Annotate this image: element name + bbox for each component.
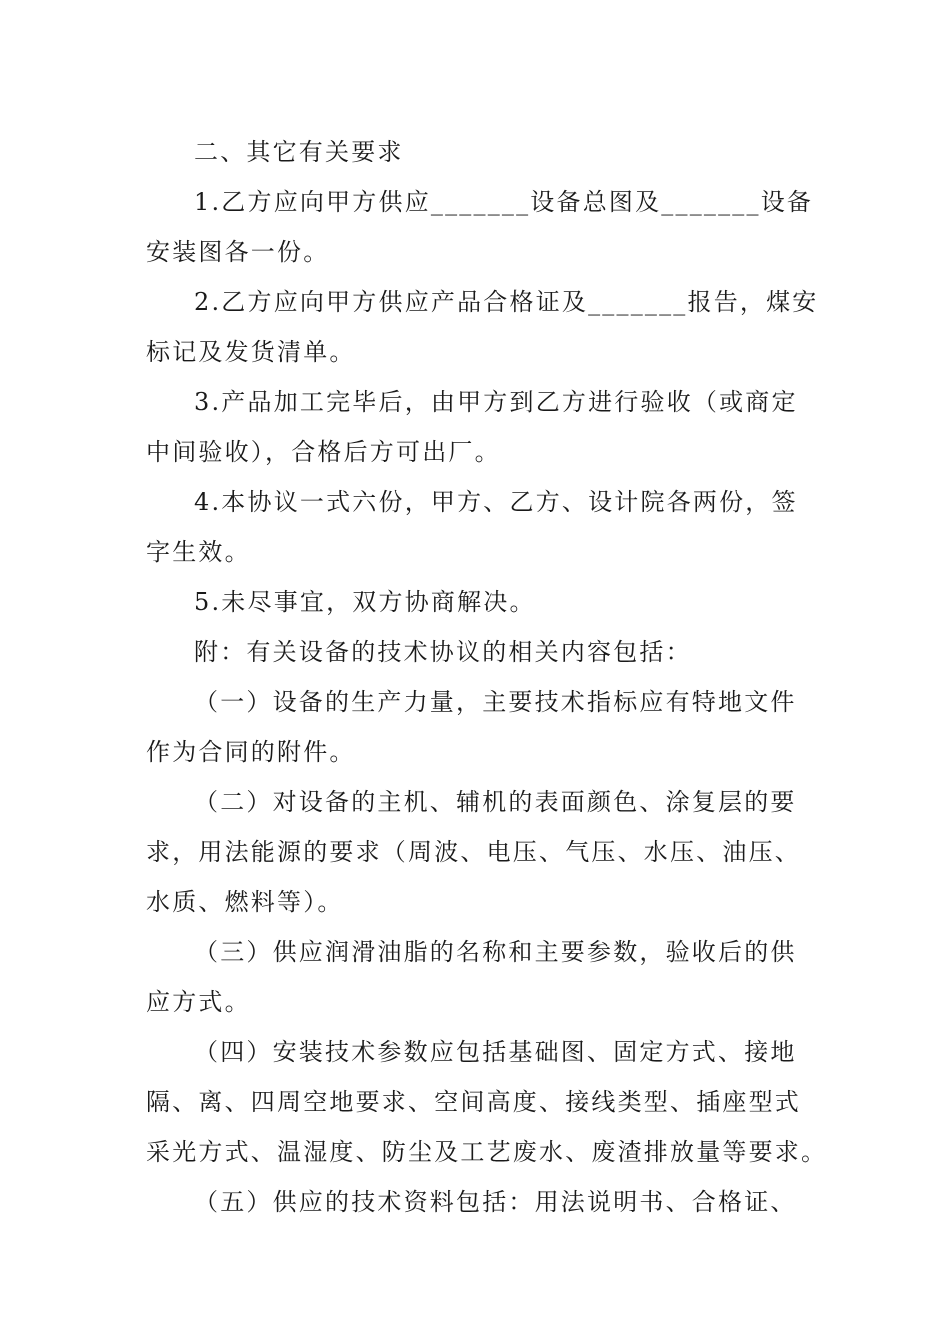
appendix-item-2-line-2: 求，用法能源的要求（周波、电压、气压、水压、油压、 — [146, 838, 801, 866]
requirement-item-5 — [146, 577, 806, 627]
appendix-item-4-line-3: 采光方式、温湿度、防尘及工艺废水、废渣排放量等要求。 — [146, 1138, 828, 1166]
appendix-intro — [146, 627, 806, 677]
appendix-item-2 — [146, 777, 806, 927]
requirement-item-1-line-1: 1.乙方应向甲方供应_______设备总图及_______设备 — [194, 188, 814, 216]
appendix-item-5-line-1: （五）供应的技术资料包括：用法说明书、合格证、 — [194, 1188, 797, 1216]
requirement-item-5-line-1: 5.未尽事宜，双方协商解决。 — [194, 588, 536, 616]
appendix-item-4-line-1: （四）安装技术参数应包括基础图、固定方式、接地 — [194, 1038, 797, 1066]
requirement-item-2-line-2: 标记及发货清单。 — [146, 338, 356, 366]
requirement-item-3 — [146, 377, 806, 477]
requirement-item-4 — [146, 477, 806, 577]
requirement-item-2 — [146, 277, 819, 377]
requirement-item-4-line-2: 字生效。 — [146, 538, 251, 566]
appendix-item-1-line-2: 作为合同的附件。 — [146, 738, 356, 766]
appendix-item-2-line-3: 水质、燃料等）。 — [146, 888, 344, 916]
appendix-item-3 — [146, 927, 806, 1027]
requirement-item-1-line-2: 安装图各一份。 — [146, 238, 330, 266]
appendix-item-3-line-1: （三）供应润滑油脂的名称和主要参数，验收后的供 — [194, 938, 797, 966]
appendix-item-4-line-2: 隔、离、四周空地要求、空间高度、接线类型、插座型式 — [146, 1088, 801, 1116]
appendix-item-5 — [146, 1177, 806, 1227]
requirement-item-3-line-2: 中间验收），合格后方可出厂。 — [146, 438, 501, 466]
requirement-item-2-line-1: 2.乙方应向甲方供应产品合格证及_______报告，煤安 — [194, 288, 819, 316]
requirement-item-3-line-1: 3.产品加工完毕后，由甲方到乙方进行验收（或商定 — [194, 388, 798, 416]
appendix-item-1 — [146, 677, 806, 777]
appendix-item-1-line-1: （一）设备的生产力量，主要技术指标应有特地文件 — [194, 688, 797, 716]
section-heading — [146, 127, 806, 177]
appendix-item-4 — [146, 1027, 828, 1177]
section-heading-text: 二、其它有关要求 — [194, 138, 404, 166]
requirement-item-4-line-1: 4.本协议一式六份，甲方、乙方、设计院各两份，签 — [194, 488, 798, 516]
document-body — [146, 127, 828, 1227]
appendix-item-2-line-1: （二）对设备的主机、辅机的表面颜色、涂复层的要 — [194, 788, 797, 816]
requirement-item-1 — [146, 177, 814, 277]
appendix-item-3-line-2: 应方式。 — [146, 988, 251, 1016]
appendix-intro-text: 附：有关设备的技术协议的相关内容包括： — [194, 638, 692, 666]
